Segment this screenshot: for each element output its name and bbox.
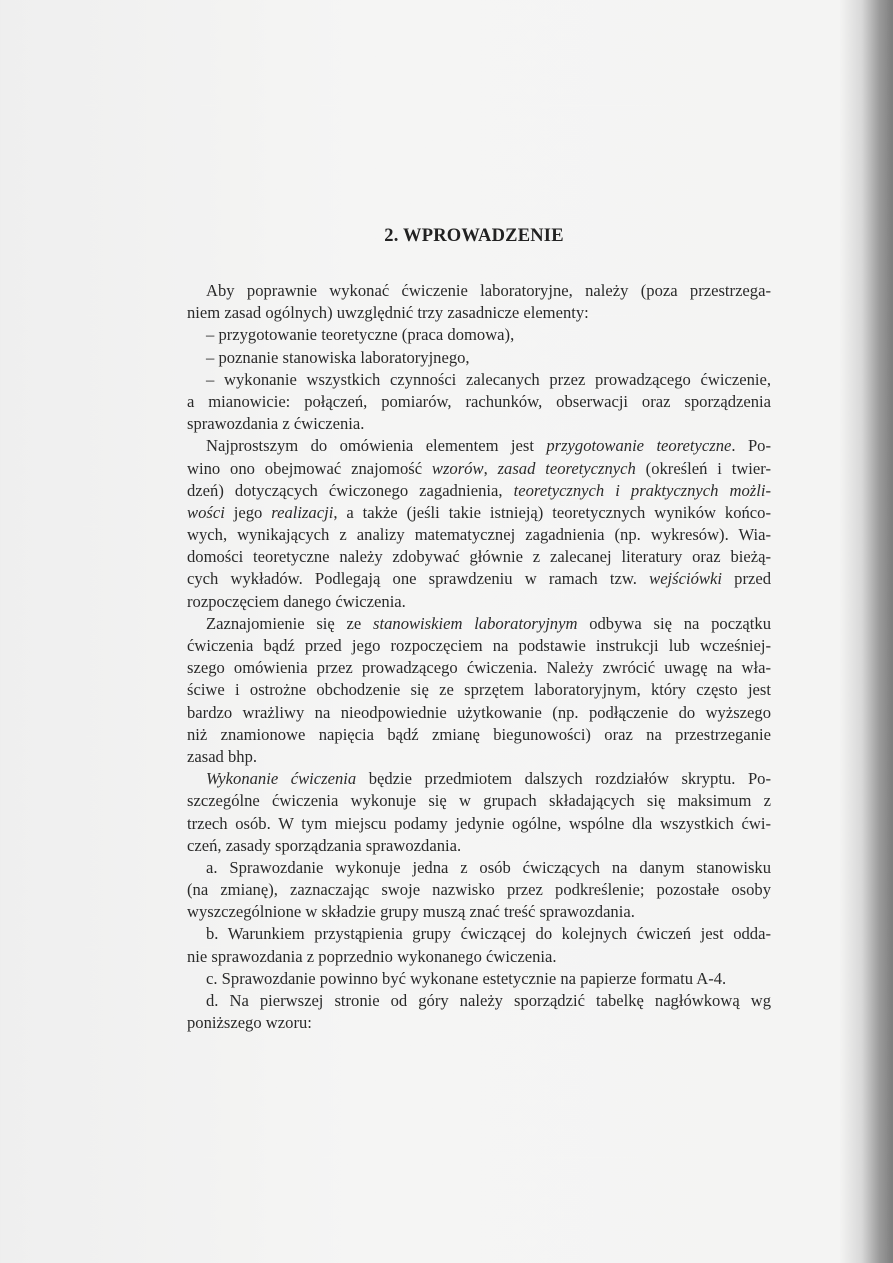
text-line xyxy=(187,413,771,435)
text-line xyxy=(187,857,771,879)
text-line xyxy=(187,369,771,391)
text-span: ćwiczenia bądź przed jego rozpoczęciem na podstawie instrukcji lub wcześniej- xyxy=(187,636,771,655)
text-span: jego xyxy=(224,502,272,522)
text-span: szego omówienia przez prowadzącego ćwiczenia. Należy zwrócić uwagę na wła- xyxy=(187,658,771,678)
text-line xyxy=(187,923,771,945)
text-span: ściwe i ostrożne obchodzenie się ze sprzętem laboratoryjnym, który często jest xyxy=(187,680,771,700)
text-span: niem zasad ogólnych) uwzględnić trzy zasadnicze elementy: xyxy=(187,303,589,323)
italic-text: wzorów xyxy=(431,458,484,478)
italic-text: wości xyxy=(187,502,225,522)
text-span: wyszczególnione w składzie grupy muszą znać treść sprawozdania. xyxy=(187,902,635,922)
text-span: niż znamionowe napięcia bądź zmianę biegunowości) oraz na przestrzeganie xyxy=(187,724,771,744)
text-line xyxy=(187,324,771,346)
text-span: czeń, zasady sporządzania sprawozdania. xyxy=(187,835,462,855)
section-title: 2. WPROWADZENIE xyxy=(384,226,564,246)
text-span: b. Warunkiem przystąpienia grupy ćwiczącej do kolejnych ćwiczeń jest odda- xyxy=(206,924,771,944)
text-span: trzech osób. W tym miejscu podamy jedynie ogólne, wspólne dla wszystkich ćwi- xyxy=(187,813,771,833)
text-span: cych wykładów. Podlegają one sprawdzeniu w ramach tzw. xyxy=(187,569,650,589)
text-span: domości teoretyczne należy zdobywać głównie z zalecanej literatury oraz bieżą- xyxy=(187,547,771,567)
text-line xyxy=(187,968,771,990)
italic-text: przygotowanie teoretyczne xyxy=(546,436,732,456)
text-line xyxy=(187,679,771,701)
text-span: (na zmianę), zaznaczając swoje nazwisko przez podkreślenie; pozostałe osoby xyxy=(187,880,771,900)
text-line xyxy=(187,946,771,968)
text-span: przed xyxy=(721,569,771,589)
text-span: rozpoczęciem danego ćwiczenia. xyxy=(187,591,406,611)
text-line xyxy=(187,302,771,324)
text-span: będzie przedmiotem dalszych rozdziałów skryptu. Po- xyxy=(356,769,771,789)
italic-text: stanowiskiem laboratoryjnym xyxy=(373,613,578,633)
text-span: odbywa się na początku xyxy=(577,613,772,633)
text-line xyxy=(187,591,771,613)
text-line xyxy=(187,790,771,812)
text-line xyxy=(187,613,771,635)
text-span: – wykonanie wszystkich czynności zalecanych przez prowadzącego ćwiczenie, xyxy=(206,369,771,389)
text-span: sprawozdania z ćwiczenia. xyxy=(187,414,365,434)
text-span: dzeń) dotyczących ćwiczonego zagadnienia, xyxy=(187,480,514,500)
text-line xyxy=(187,768,771,790)
text-span: poniższego wzoru: xyxy=(187,1013,312,1033)
text-span: Najprostszym do omówienia elementem jest xyxy=(206,436,547,456)
text-span: a mianowicie: połączeń, pomiarów, rachunków, obserwacji oraz sporządzenia xyxy=(187,391,771,411)
text-line xyxy=(187,657,771,679)
text-line xyxy=(187,458,771,480)
text-line xyxy=(187,879,771,901)
text-span: c. Sprawozdanie powinno być wykonane estetycznie na papierze formatu A-4. xyxy=(206,968,727,988)
italic-text: realizacji xyxy=(271,502,334,522)
text-span: Zaznajomienie się ze xyxy=(206,613,374,633)
text-line xyxy=(187,568,771,590)
text-span: bardzo wrażliwy na nieodpowiednie użytkowanie (np. podłączenie do wyższego xyxy=(187,702,771,722)
text-span: szczególne ćwiczenia wykonuje się w grupach składających się maksimum z xyxy=(187,791,771,811)
body-text xyxy=(187,280,771,1034)
text-span: – przygotowanie teoretyczne (praca domowa), xyxy=(206,325,515,345)
text-span: nie sprawozdania z poprzednio wykonanego ćwiczenia. xyxy=(187,946,557,966)
text-span: (określeń i twier- xyxy=(635,458,772,478)
text-line xyxy=(187,635,771,657)
text-span: zasad bhp. xyxy=(187,746,258,766)
text-line xyxy=(187,546,771,568)
text-span: – poznanie stanowiska laboratoryjnego, xyxy=(206,347,470,367)
text-span: wino ono obejmować znajomość xyxy=(187,458,432,478)
italic-text: wejściówki xyxy=(649,569,722,589)
text-span: , a także (jeśli takie istnieją) teoretycznych wyników końco- xyxy=(333,502,771,522)
text-line xyxy=(187,280,771,302)
text-span: , xyxy=(483,458,498,478)
text-line xyxy=(187,480,771,502)
italic-text: Wykonanie ćwiczenia xyxy=(206,769,357,789)
text-line xyxy=(187,702,771,724)
text-line xyxy=(187,901,771,923)
text-span: wych, wynikających z analizy matematycznej zagadnienia (np. wykresów). Wia- xyxy=(187,525,771,545)
text-span: d. Na pierwszej stronie od góry należy sporządzić tabelkę nagłówkową wg xyxy=(206,991,771,1010)
text-line xyxy=(187,435,771,457)
text-span: Aby poprawnie wykonać ćwiczenie laboratoryjne, należy (poza przestrzega- xyxy=(206,281,771,300)
text-line xyxy=(187,835,771,857)
text-span: . Po- xyxy=(731,436,771,456)
text-line xyxy=(187,724,771,746)
text-line xyxy=(187,990,771,1012)
text-line xyxy=(187,502,771,524)
text-line xyxy=(187,524,771,546)
text-line xyxy=(187,391,771,413)
text-line xyxy=(187,746,771,768)
italic-text: teoretycznych i praktycznych możli- xyxy=(513,480,771,500)
text-line xyxy=(187,347,771,369)
text-span: a. Sprawozdanie wykonuje jedna z osób ćwiczących na danym stanowisku xyxy=(206,857,771,877)
text-line xyxy=(187,813,771,835)
text-line xyxy=(187,1012,771,1034)
italic-text: zasad teoretycznych xyxy=(497,458,636,478)
